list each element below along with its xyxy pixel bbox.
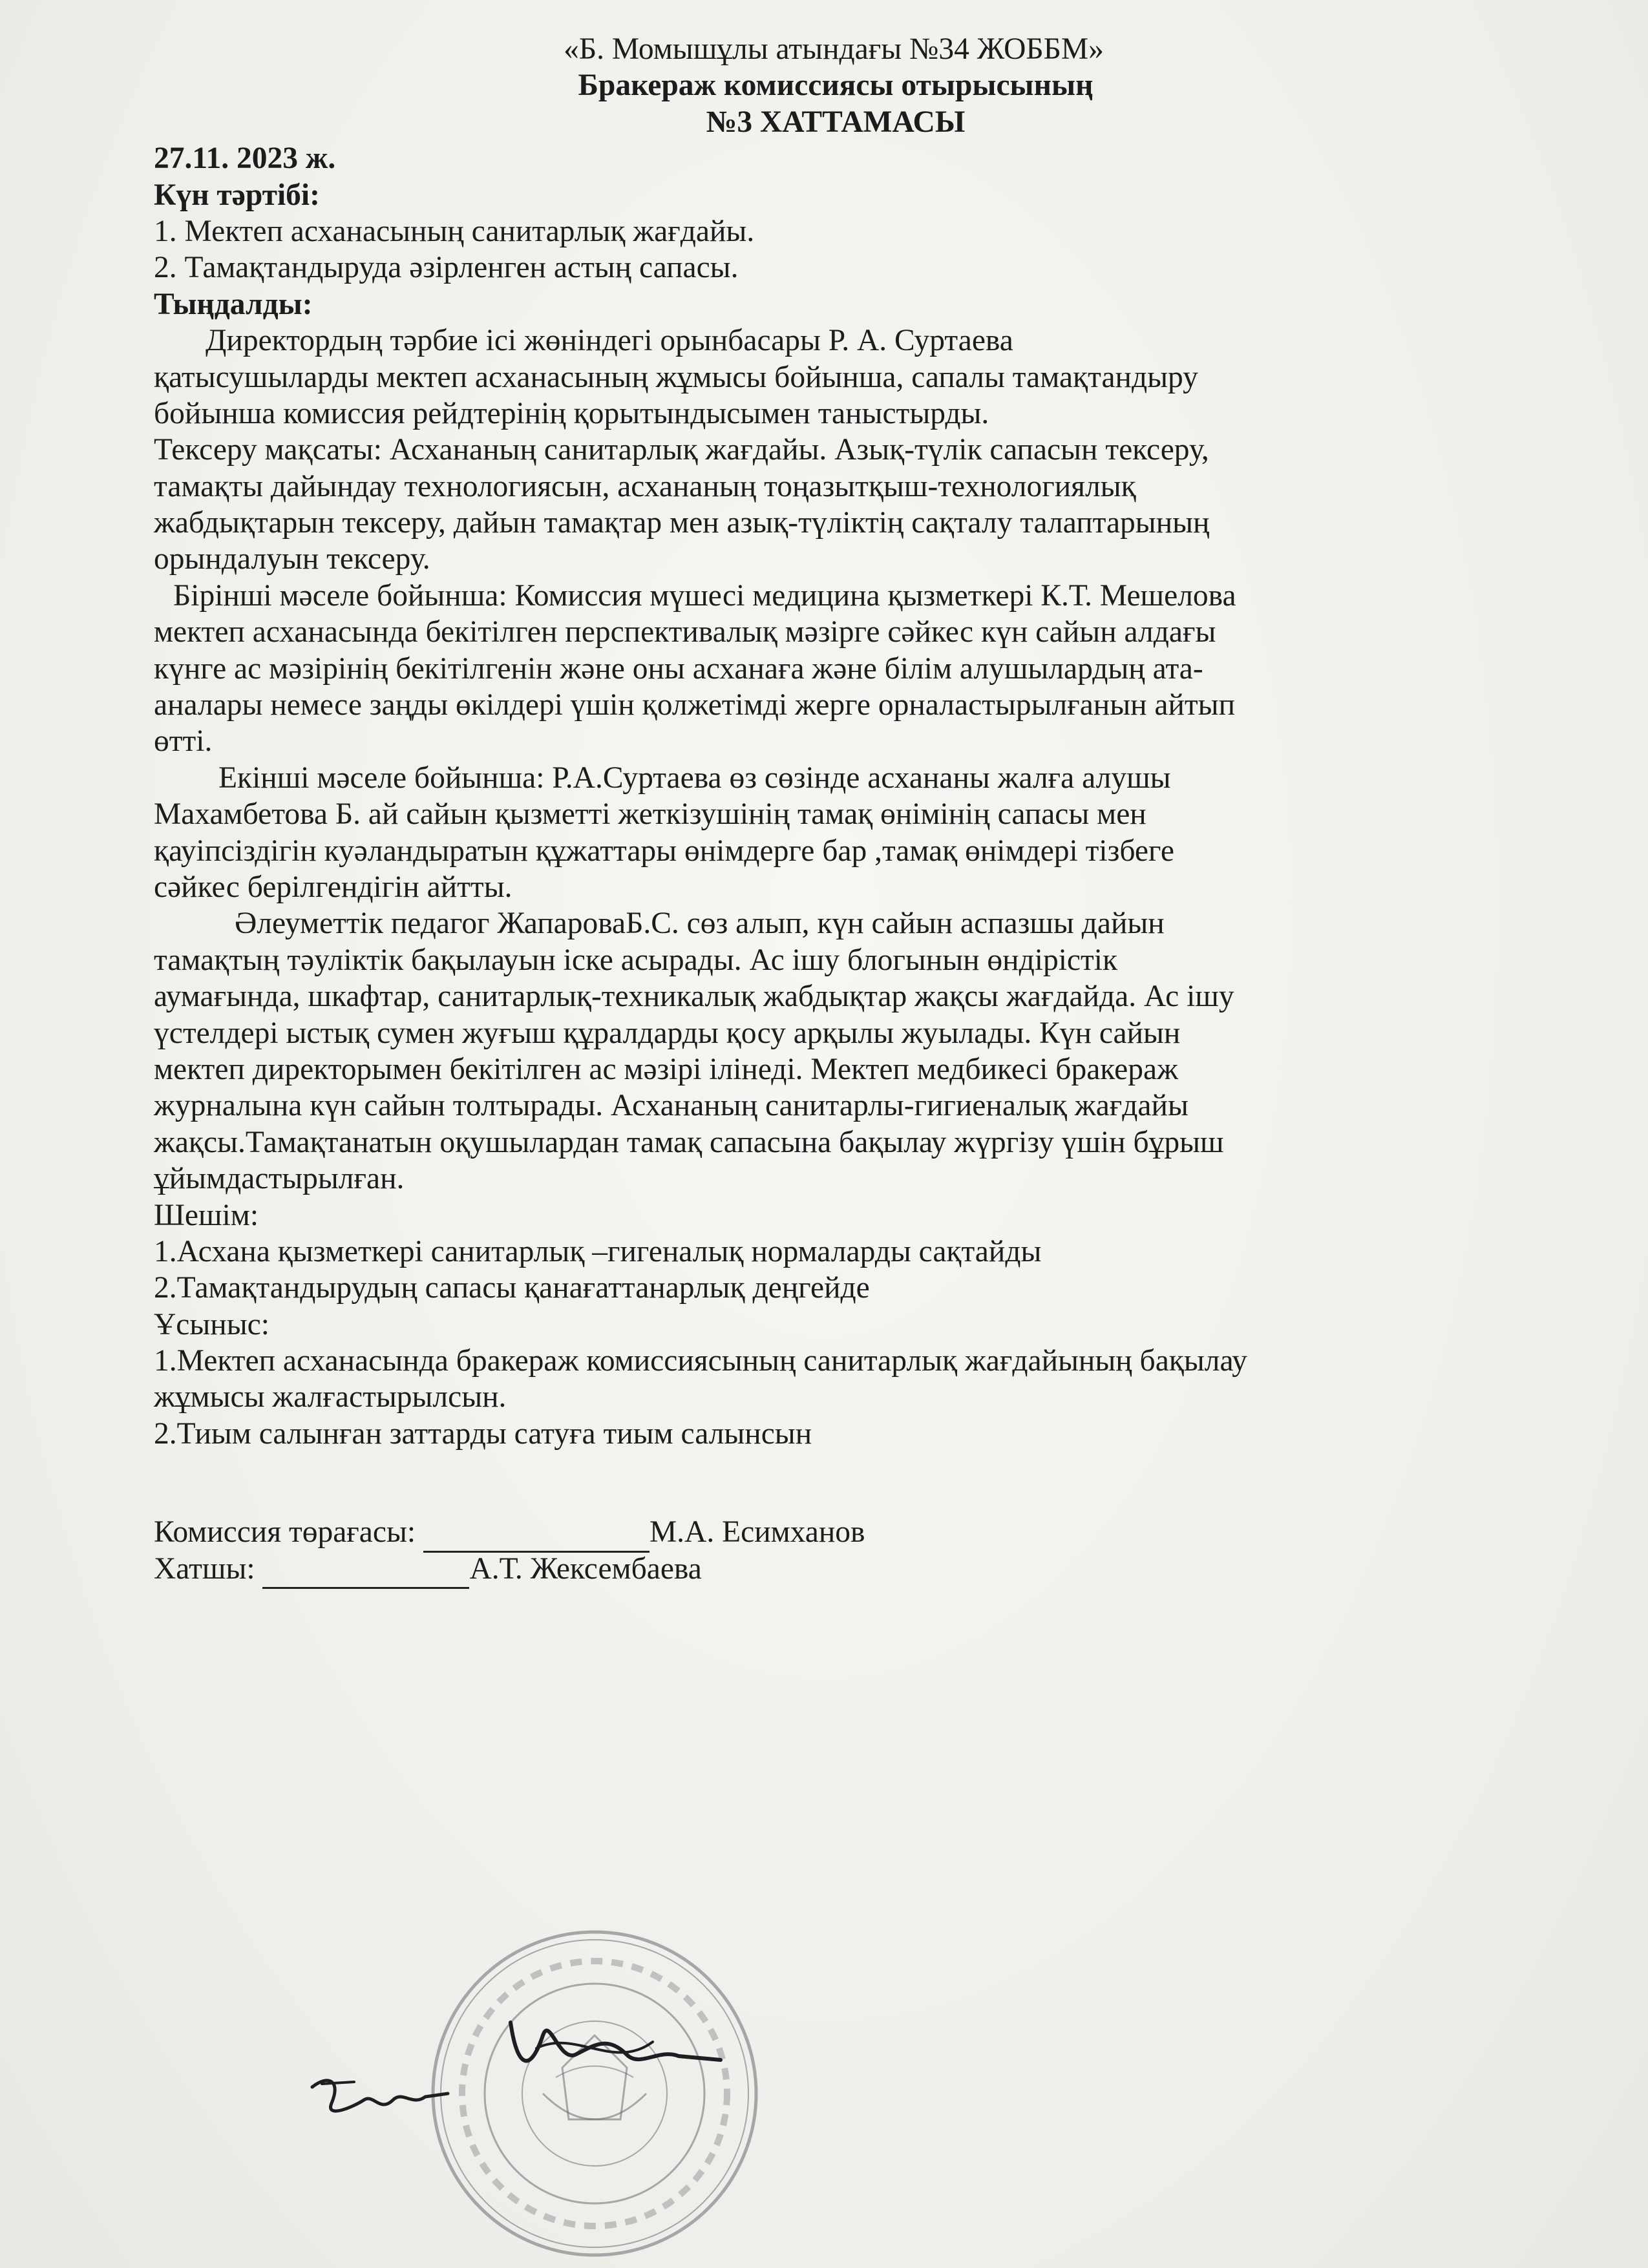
second-issue-line: қауіпсіздігін куәландыратын құжаттары өнімдерге бар ,тамақ өнімдері тізбеге	[154, 834, 1174, 868]
social-pedagogue-line: тамақтың тәуліктік бақылауын іске асырады. Ас ішу блогынын өндірістік	[154, 943, 1118, 977]
second-issue-line: Екінші мәселе бойынша: Р.А.Суртаева өз сөзінде асхананы жалға алушы	[218, 761, 1171, 795]
social-pedagogue-line: жақсы.Тамақтанатын оқушылардан тамақ сапасына бақылау жүргізу үшін бұрыш	[154, 1125, 1224, 1159]
second-issue-line: Махамбетова Б. ай сайын қызметті жеткізушінің тамақ өнімінің сапасы мен	[154, 797, 1146, 832]
chair-signature-line	[423, 1514, 650, 1552]
agenda-item: 2. Тамақтандыруда әзірленген астың сапасы.	[154, 251, 739, 285]
proposal-heading: Ұсыныс:	[154, 1307, 269, 1341]
secretary-label: Хатшы:	[154, 1551, 255, 1586]
decision-item: 1.Асхана қызметкері санитарлық –гигеналық нормаларды сақтайды	[154, 1234, 1042, 1268]
secretary-signature-row	[154, 1551, 1517, 1587]
social-pedagogue-line: ұйымдастырылған.	[154, 1162, 405, 1196]
social-pedagogue-line: Әлеуметтік педагог ЖапароваБ.С. сөз алып, күн сайын аспазшы дайын	[235, 907, 1165, 941]
first-issue-line: өтті.	[154, 724, 213, 759]
official-stamp-icon	[427, 1926, 763, 2262]
secretary-signature-line	[262, 1551, 469, 1589]
purpose-line: жабдықтарын тексеру, дайын тамақтар мен азық-түліктің сақталу талаптарының	[154, 506, 1210, 540]
purpose-line: Тексеру мақсаты: Асхананың санитарлық жағдайы. Азық-түлік сапасын тексеру,	[154, 433, 1209, 467]
document-title: Бракераж комиссиясы отырысының	[578, 68, 1093, 103]
heard-intro-line: қатысушыларды мектеп асханасының жұмысы бойынша, сапалы тамақтандыру	[154, 360, 1198, 394]
secretary-name: А.Т. Жексембаева	[469, 1551, 702, 1586]
secretary-signature-icon	[302, 2068, 458, 2126]
proposal-line: 1.Мектеп асханасында бракераж комиссиясының санитарлық жағдайының бақылау	[154, 1344, 1247, 1378]
heard-intro-line: Директордың тәрбие ісі жөніндегі орынбасары Р. А. Суртаева	[206, 324, 1013, 358]
proposal-line: жұмысы жалғастырылсын.	[154, 1380, 507, 1414]
decision-item: 2.Тамақтандырудың сапасы қанағаттанарлық деңгейде	[154, 1271, 870, 1305]
heard-intro-line: бойынша комиссия рейдтерінің қорытындысымен таныстырды.	[154, 396, 989, 430]
decision-heading: Шешім:	[154, 1198, 259, 1232]
chair-signature-row	[154, 1514, 1517, 1550]
meeting-date: 27.11. 2023 ж.	[154, 142, 336, 176]
first-issue-line: Бірінші мәселе бойынша: Комиссия мүшесі медицина қызметкері К.Т. Мешелова	[173, 578, 1236, 613]
social-pedagogue-line: аумағында, шкафтар, санитарлық-техникалық жабдықтар жақсы жағдайда. Ас ішу	[154, 980, 1234, 1014]
first-issue-line: мектеп асханасында бекітілген перспективалық мәзірге сәйкес күн сайын алдағы	[154, 615, 1216, 649]
agenda-heading: Күн тәртібі:	[154, 178, 320, 212]
first-issue-line: аналары немесе заңды өкілдері үшін қолжетімді жерге орналастырылғанын айтып	[154, 688, 1236, 722]
social-pedagogue-line: журналына күн сайын толтырады. Асхананың санитарлы-гигиеналық жағдайы	[154, 1089, 1188, 1123]
agenda-item: 1. Мектеп асханасының санитарлық жағдайы.	[154, 214, 755, 248]
chair-name: М.А. Есимханов	[649, 1515, 865, 1549]
proposal-line: 2.Тиым салынған заттарды сатуға тиым салынсын	[154, 1416, 812, 1451]
protocol-document	[154, 31, 1517, 1587]
second-issue-line: сәйкес берілгендігін айтты.	[154, 870, 512, 904]
social-pedagogue-line: мектеп директорымен бекітілген ас мәзірі ілінеді. Мектеп медбикесі бракераж	[154, 1052, 1178, 1086]
heard-heading: Тыңдалды:	[154, 287, 313, 321]
protocol-number: №3 ХАТТАМАСЫ	[706, 105, 966, 139]
first-issue-line: күнге ас мәзірінің бекітілгенін және оны асханаға және білім алушылардың ата-	[154, 651, 1203, 686]
school-name: «Б. Момышұлы атындағы №34 ЖОББМ»	[564, 32, 1104, 66]
social-pedagogue-line: үстелдері ыстық сумен жуғыш құралдарды қосу арқылы жуылады. Күн сайын	[154, 1016, 1181, 1050]
chair-signature-icon	[498, 2010, 730, 2081]
chair-label: Комиссия төрағасы:	[154, 1515, 416, 1549]
purpose-line: орындалуын тексеру.	[154, 542, 430, 576]
spacer	[154, 1452, 1517, 1514]
purpose-line: тамақты дайындау технологиясын, асхананың тоңазытқыш-технологиялық	[154, 469, 1136, 503]
